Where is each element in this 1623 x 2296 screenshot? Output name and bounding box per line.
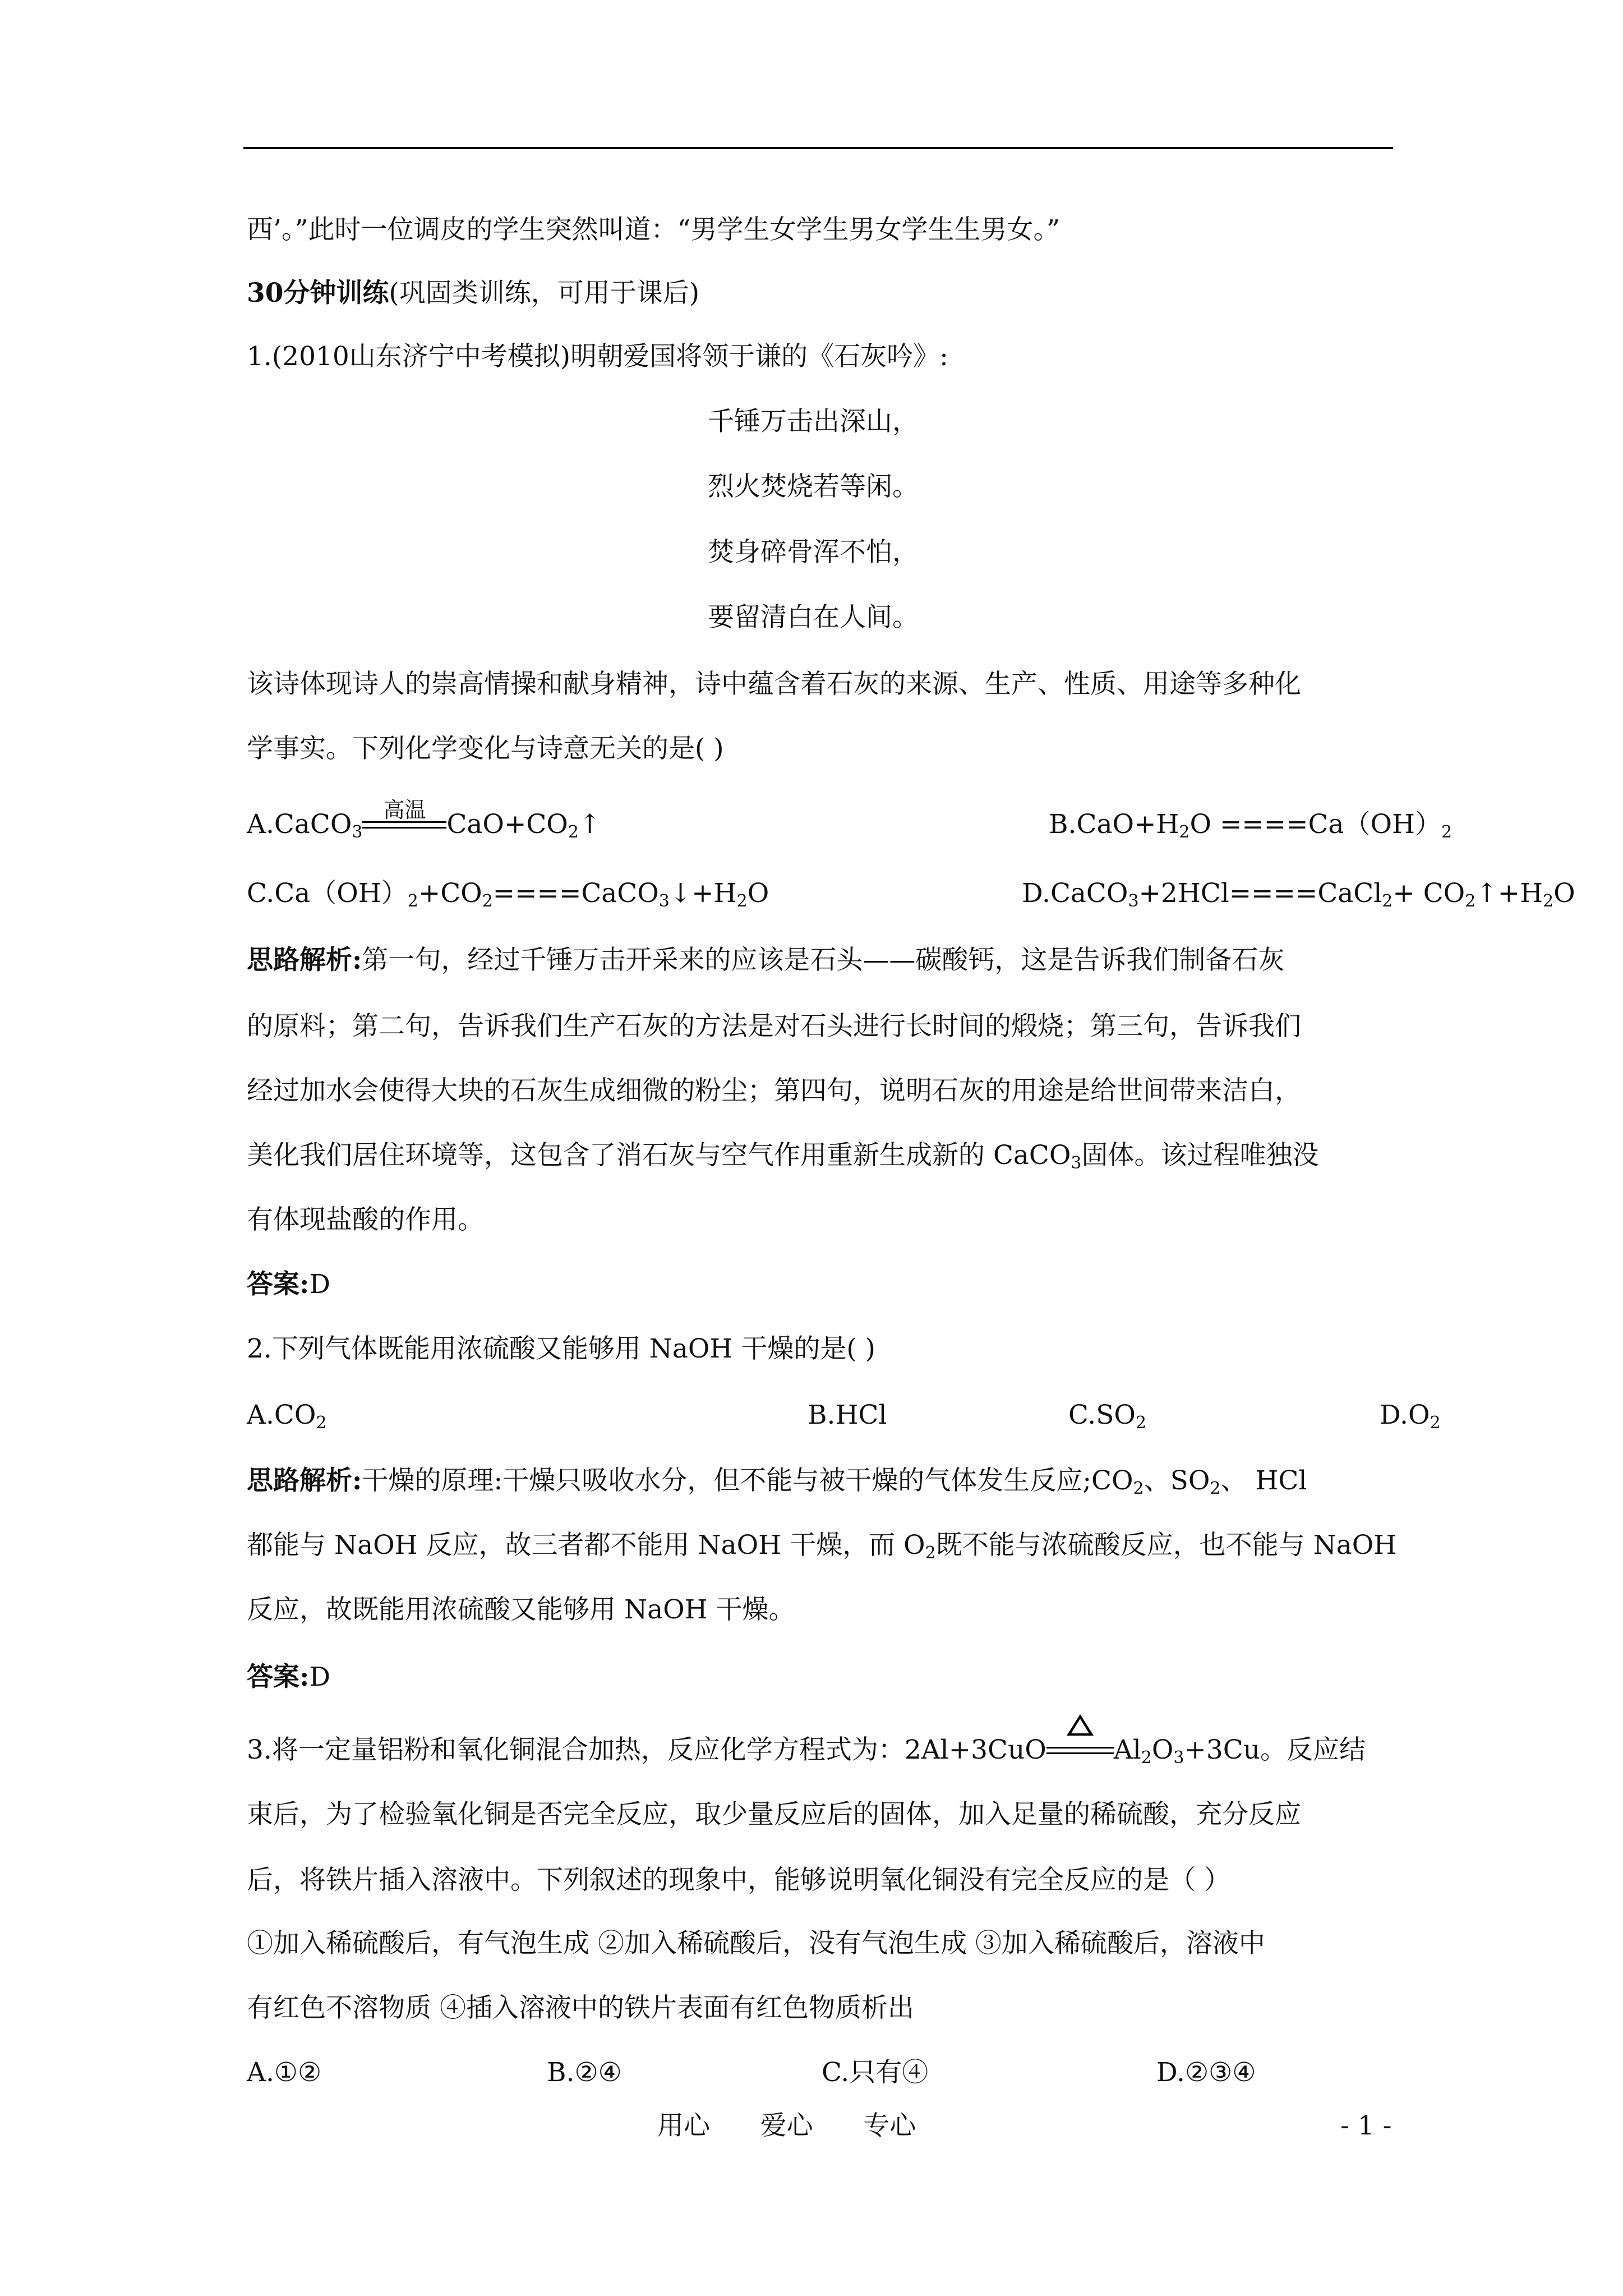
option-c: $C.SO_2$ xyxy=(1068,1400,1147,1433)
text-line: 反应，故既能用浓硫酸又能够用 NaOH 干燥。 xyxy=(247,1594,795,1625)
poem-line: 要留清白在人间。 xyxy=(708,602,919,633)
option-b: B.②④ xyxy=(547,2057,622,2088)
text-line: 后，将铁片插入溶液中。下列叙述的现象中，能够说明氧化铜没有完全反应的是（ ） xyxy=(247,1865,1230,1895)
text-line: 经过加水会使得大块的石灰生成细微的粉尘；第四句，说明石灰的用途是给世间带来洁白， xyxy=(247,1075,1301,1106)
text-line: 有体现盐酸的作用。 xyxy=(247,1204,484,1235)
option-a: $A.CO_2$ xyxy=(247,1400,327,1433)
analysis-label: 思路解析: xyxy=(247,1465,362,1496)
analysis-1: 思路解析:第一句，经过千锤万击开采来的应该是石头——碳酸钙，这是告诉我们制备石灰 xyxy=(247,945,1285,976)
text-line: 有红色不溶物质 ④插入溶液中的铁片表面有红色物质析出 xyxy=(247,1993,914,2023)
text-line: 学事实。下列化学变化与诗意无关的是( ) xyxy=(247,733,724,764)
answer-label: 答案: xyxy=(247,1269,310,1300)
text-line: 束后，为了检验氧化铜是否完全反应，取少量反应后的固体，加入足量的稀硫酸，充分反应 xyxy=(247,1799,1301,1830)
text-line: 美化我们居住环境等，这包含了消石灰与空气作用重新生成新的 CaCO$_3$固体。该过程唯独没 xyxy=(247,1140,1319,1173)
answer-1: 答案:D xyxy=(247,1269,331,1300)
option-d: D.②③④ xyxy=(1156,2057,1256,2088)
heading-bold: 30分钟训练 xyxy=(247,278,389,309)
poem-line: 千锤万击出深山， xyxy=(708,406,919,437)
section-heading xyxy=(247,277,699,310)
answer-label: 答案: xyxy=(247,1662,310,1692)
option-c: $C.Ca(OH)_2+CO_2====CaCO_3↓+H_2O$ xyxy=(247,878,769,911)
poem-line: 烈火焚烧若等闲。 xyxy=(708,471,919,502)
text-line: 西’。”此时一位调皮的学生突然叫道：“男学生女学生男女学生生男女。” xyxy=(247,214,1061,245)
question-1: 1.(2010山东济宁中考模拟)明朝爱国将领于谦的《石灰吟》: xyxy=(247,341,948,372)
option-d: $D.O_2$ xyxy=(1380,1400,1441,1433)
page-number: - 1 - xyxy=(1340,2110,1392,2141)
option-b: $B.CaO+H_2O ====Ca(OH)_2$ xyxy=(1049,809,1453,842)
text-line: 该诗体现诗人的崇高情操和献身精神，诗中蕴含着石灰的来源、生产、性质、用途等多种化 xyxy=(247,669,1301,700)
q1-options-ab xyxy=(247,798,1453,842)
q1-options-cd xyxy=(247,877,1575,911)
header-rule xyxy=(243,147,1393,149)
reaction-arrow xyxy=(362,798,446,841)
option-a: A.CaCO$_3$ 高温 $CaO+CO_2↑$ xyxy=(247,809,601,840)
text-line: 的原料；第二句，告诉我们生产石灰的方法是对石头进行长时间的煅烧；第三句，告诉我们 xyxy=(247,1011,1301,1042)
q2-options xyxy=(247,1398,1441,1433)
analysis-label: 思路解析: xyxy=(247,945,362,976)
answer-2: 答案:D xyxy=(247,1662,331,1692)
option-b: B.HCl xyxy=(808,1400,887,1430)
text-line: 都能与 NaOH 反应，故三者都不能用 NaOH 干燥，而 $O_2$既不能与浓硫酸反应，也不能与 NaOH xyxy=(247,1530,1397,1563)
heading-note: (巩固类训练，可用于课后) xyxy=(389,278,700,309)
option-a: A.①② xyxy=(247,2057,322,2088)
analysis-2: 思路解析:干燥的原理:干燥只吸收水分，但不能与被干燥的气体发生反应$;CO_2$、$SO_2$、 HCl xyxy=(247,1465,1307,1498)
text-line: ①加入稀硫酸后，有气泡生成 ②加入稀硫酸后，没有气泡生成 ③加入稀硫酸后，溶液中 xyxy=(247,1928,1265,1959)
q3-options xyxy=(247,2056,1396,2090)
poem-line: 焚身碎骨浑不怕， xyxy=(708,537,919,568)
option-d: D.CaCO$_3$+2HCl====CaCl$_2$+ $CO_2↑+H_2O$ xyxy=(1022,878,1575,911)
heat-triangle-icon xyxy=(1067,1714,1094,1736)
footer-motto: 用心 爱心 专心 xyxy=(657,2110,916,2141)
question-3: 3.将一定量铝粉和氧化铜混合加热，反应化学方程式为：2Al+3CuO $Al_2O_3+3Cu$。反应结 xyxy=(247,1733,1366,1767)
option-c: C.只有④ xyxy=(822,2057,929,2088)
question-2: 2.下列气体既能用浓硫酸又能够用 NaOH 干燥的是( ) xyxy=(247,1333,875,1364)
condition-label: 高温 xyxy=(383,798,426,822)
heat-arrow xyxy=(1046,1733,1114,1767)
